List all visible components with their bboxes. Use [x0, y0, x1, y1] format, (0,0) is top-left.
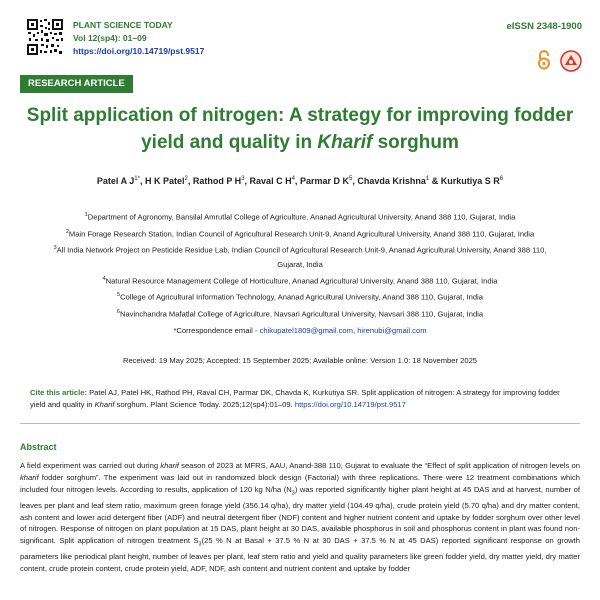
open-access-icon[interactable] [537, 50, 551, 70]
correspondence: *Correspondence email - chikupatel1809@gmail.com, hirenubi@gmail.com [173, 326, 427, 335]
qr-code-icon [26, 18, 64, 56]
article-type-badge: RESEARCH ARTICLE [20, 75, 133, 93]
divider [20, 423, 580, 424]
affiliation: $^3$All India Network Project on Pesticide Residue Lab, Indian Council of Agricultural Research Unit-9, Ananad Agricultural University, Anand 388 110, Gujarat, India [53, 245, 547, 269]
author: Rathod P $H^3$ [192, 176, 245, 186]
creative-commons-icon[interactable] [560, 50, 582, 72]
affiliation: $^6$Navinchandra Mafatlal College of Agriculture, Navsari Agricultural University, Navsari 388 110, Gujarat, India [116, 308, 484, 319]
title-line-1: Split application of nitrogen: A strategy for improving fodder [26, 105, 574, 126]
title-line-2: yield and quality in Kharif sorghum [141, 132, 459, 153]
abstract-text: A field experiment was carried out during kharif season of 2023 at MFRS, AAU, Anand-388 110, Gujarat to evaluate the “Effect of split application of nitrogen levels on kharif fodder sorghum”. The experiment was laid out in randomized block design (Factorial) with three replications. There were 12 treatment combinations which included four nitrogen levels. According to results, application of 120 kg N/ha $(N_3)$ was reported significantly higher plant height at 45 DAS and at harvest, number of leaves per plant and leaf stem ratio, maximum green forage yield (356.14 q/ha), dry matter yield (104.49 q/ha), crude protein yield (5.70 q/ha) and dry matter content, ash content and lower acid detergent fiber (ADF) and neutral detergent fiber (NDF) content and higher nutrient content and uptake by fodder sorghum over other level of nitrogen. Response of nitrogen on plant population at 15 DAS, plant height at 30 DAS, available phosphorus in soil and phosphorus content in plant was found non-significant. Split application of nitrogen treatment $S_3(25$ % N at Basal + 37.5 % N at 30 DAS + 37.5 % N at 45 DAS) reported significant response on growth parameters like periodical plant height, number of leaves per plant, leaf stem ratio and yield and quality parameters like green fodder yield, dry matter yield, dry matter content, crude protein content, crude protein yield, ADF, NDF, ash content and nutrient content and uptake by fodder [20, 461, 580, 574]
journal-info [73, 19, 204, 58]
publication-dates: Received: 19 May 2025; Accepted: 15 September 2025; Available online: Version 1.0: 18 November 2025 [122, 356, 478, 365]
author: Patel A $J^{1*}$ [96, 176, 140, 186]
eissn: eISSN 2348-1900 [506, 21, 582, 32]
email-link[interactable]: hirenubi@gmail.com [357, 326, 427, 335]
doi-link[interactable]: https://doi.org/10.14719/pst.9517 [73, 46, 205, 56]
author: H K Patel$^2$ [144, 176, 188, 186]
author: Parmar D $K^5$ [299, 176, 353, 186]
citation: Cite this article: Patel AJ, Patel HK, Rathod PH, Raval CH, Parmar DK, Chavda K, Kurkutiya SR. Split application of nitrogen: A strategy for improving fodder yield and quality in Kharif sorghum. Plant Science Today. 2025;12(sp4):01–09. https://doi.org/10.14719/pst.9517 [30, 388, 560, 409]
article-title [20, 102, 580, 156]
email-link[interactable]: chikupatel1809@gmail.com [259, 326, 353, 335]
affiliations [40, 208, 560, 321]
affiliation: $^4$Natural Resource Management College of Horticulture, Ananad Agricultural University, Anand 388 110, Gujarat, India [102, 275, 498, 286]
author: Kurkutiya S $R^6$ [440, 176, 504, 186]
journal-name: PLANT SCIENCE TODAY [73, 20, 173, 30]
author: Chavda Krishna$^1$ [357, 176, 430, 186]
citation-doi-link[interactable]: https://doi.org/10.14719/pst.9517 [294, 400, 406, 409]
journal-volume: Vol 12(sp4): 01–09 [73, 33, 147, 43]
citation-label: Cite this article: [30, 388, 87, 397]
affiliation: $^5$College of Agricultural Information Technology, Ananad Agricultural University, Anand 388 110, Gujarat, India [117, 292, 483, 302]
abstract-heading: Abstract [20, 442, 57, 452]
author-list: Patel A $J^{1*}$, H K Patel$^2$, Rathod P $H^3$, Raval C $H^4$, Parmar D $K^5$, Chavda Krishna$^1$ & Kurkutiya S $R^6$ [96, 176, 504, 186]
affiliation: $^2$Main Forage Research Station, Indian Council of Agricultural Research Unit-9, Anand Agricultural University, Anand 388 110, Gujarat, India [65, 228, 535, 239]
author: Raval C $H^4$ [249, 176, 295, 186]
affiliation: $^1$Department of Agronomy, Bansilal Amrutlal College of Agriculture, Ananad Agricultural University, Anand 388 110, Gujarat, India [84, 212, 516, 222]
